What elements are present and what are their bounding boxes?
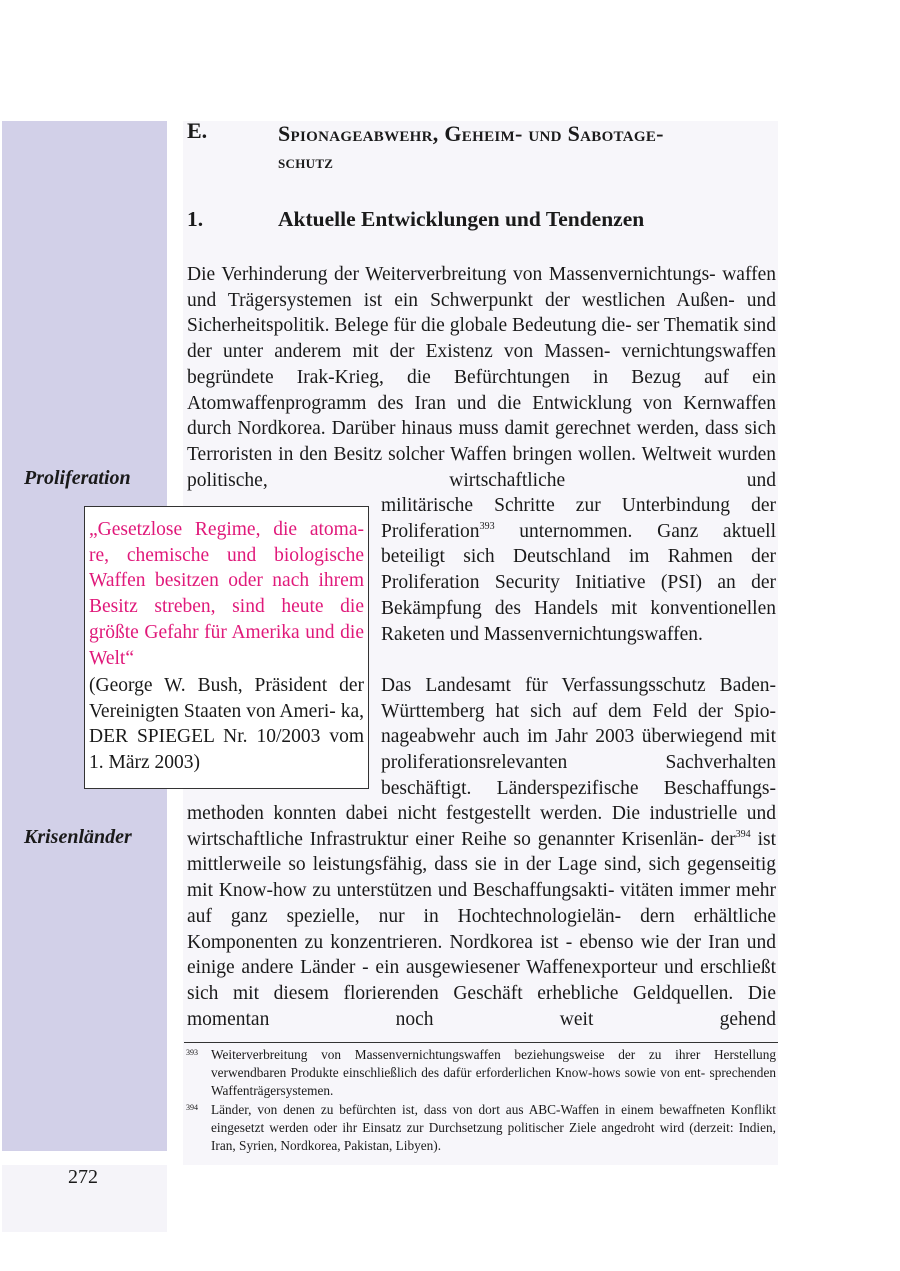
- footnote-number: 394: [186, 1103, 198, 1112]
- footnote-ref-394: 394: [735, 828, 751, 840]
- quote-source: (George W. Bush, Präsident der Vereinigten Staaten von Ameri- ka, DER SPIEGEL Nr. 10/2003 vom 1. März 2003): [89, 675, 364, 774]
- paragraph-2-wide: [187, 801, 776, 1032]
- chapter-title-line1: Spionageabwehr, Geheim- und Sabotage-: [278, 121, 664, 146]
- chapter-title-line2: schutz: [278, 152, 334, 173]
- paragraph-1: Die Verhinderung der Weiterverbreitung von Massenvernichtungs- waffen und Trägersystemen ist ein Schwerpunkt der westlichen Außen- und Sicherheitspolitik. Belege für die globale Bedeutung die- ser Thematik sind der unter anderem mit der Existenz von Massen- vernichtungswaffen begründete Irak-Krieg, die Befürchtungen in Bezug auf ein Atomwaffenprogramm des Iran und die Entwicklung von Kernwaffen durch Nordkorea. Darüber hinaus muss damit gerechnet werden, dass sich Terroristen in den Besitz solcher Waffen bringen wollen. Weltweit wurden politische, wirtschaftliche und: [187, 264, 776, 491]
- paragraph-1-cont-a: militärische Schritte zur Unterbindung der Proliferation: [381, 495, 776, 542]
- paragraph-1-continued: [381, 493, 776, 647]
- footnote-number: 393: [186, 1048, 198, 1057]
- margin-note-krisenlaender: Krisenländer: [24, 826, 132, 848]
- section-number: 1.: [187, 207, 204, 231]
- footnote-394: [186, 1101, 776, 1155]
- margin-note-proliferation: Proliferation: [24, 467, 131, 489]
- paragraph-2-narrow: Das Landesamt für Verfassungsschutz Baden- Württemberg hat sich auf dem Feld der Spio- nageabwehr auch im Jahr 2003 überwiegend mit proliferationsrelevanten Sachverhalten beschäftigt. Länderspezifische Beschaffungs-: [381, 675, 776, 799]
- paragraph-2-wide-a: methoden konnten dabei nicht festgestellt werden. Die industrielle und wirtschaftliche Infrastruktur einer Reihe so genannter Krisenlän- der: [187, 803, 776, 850]
- chapter-number: E.: [187, 118, 208, 143]
- footnote-ref-393: 393: [479, 520, 495, 532]
- footnote-rule: [184, 1042, 778, 1043]
- section-title: Aktuelle Entwicklungen und Tendenzen: [278, 207, 645, 231]
- page-number: 272: [68, 1166, 98, 1188]
- footnote-text: Weiterverbreitung von Massenvernichtungswaffen beziehungsweise der zu ihrer Herstellung verwendbaren Produkte einschließlich des dafür erforderlichen Know-hows sowie von ent- sprechenden Waffenträgersystemen.: [211, 1047, 776, 1098]
- paragraph-2-wide-b: ist mittlerweile so leistungsfähig, dass sie in der Lage sind, sich gegenseitig mit Know-how zu unterstützen und Beschaffungsakti- vitäten immer mehr auf ganz spezielle, nur in Hochtechnologielän- dern erhältliche Komponenten zu konzentrieren. Nordkorea ist - ebenso wie der Iran und einige andere Länder - ein ausgewiesener Waffenexporteur und erschließt sich mit diesem florierenden Geschäft erhebliche Geldquellen. Die momentan noch weit gehend: [187, 828, 776, 1030]
- paragraph-1-cont-b: unternommen. Ganz aktuell beteiligt sich Deutschland im Rahmen der Proliferation Security Initiative (PSI) an der Bekämpfung des Handels mit konventionellen Raketen und Massenvernichtungswaffen.: [381, 520, 776, 645]
- chapter-title: [278, 118, 777, 178]
- footnote-393: [186, 1046, 776, 1100]
- quote-text: „Gesetzlose Regime, die atoma- re, chemische und biologische Waffen besitzen oder nach ihrem Besitz streben, sind heute die größte Gefahr für Amerika und die Welt“: [89, 519, 364, 669]
- footnote-text: Länder, von denen zu befürchten ist, dass von dort aus ABC-Waffen in einem bewaffneten Konflikt eingesetzt werden oder ihr Einsatz zur Durchsetzung politischer Ziele angedroht wird (derzeit: Indien, Iran, Syrien, Nordkorea, Pakistan, Libyen).: [211, 1102, 776, 1153]
